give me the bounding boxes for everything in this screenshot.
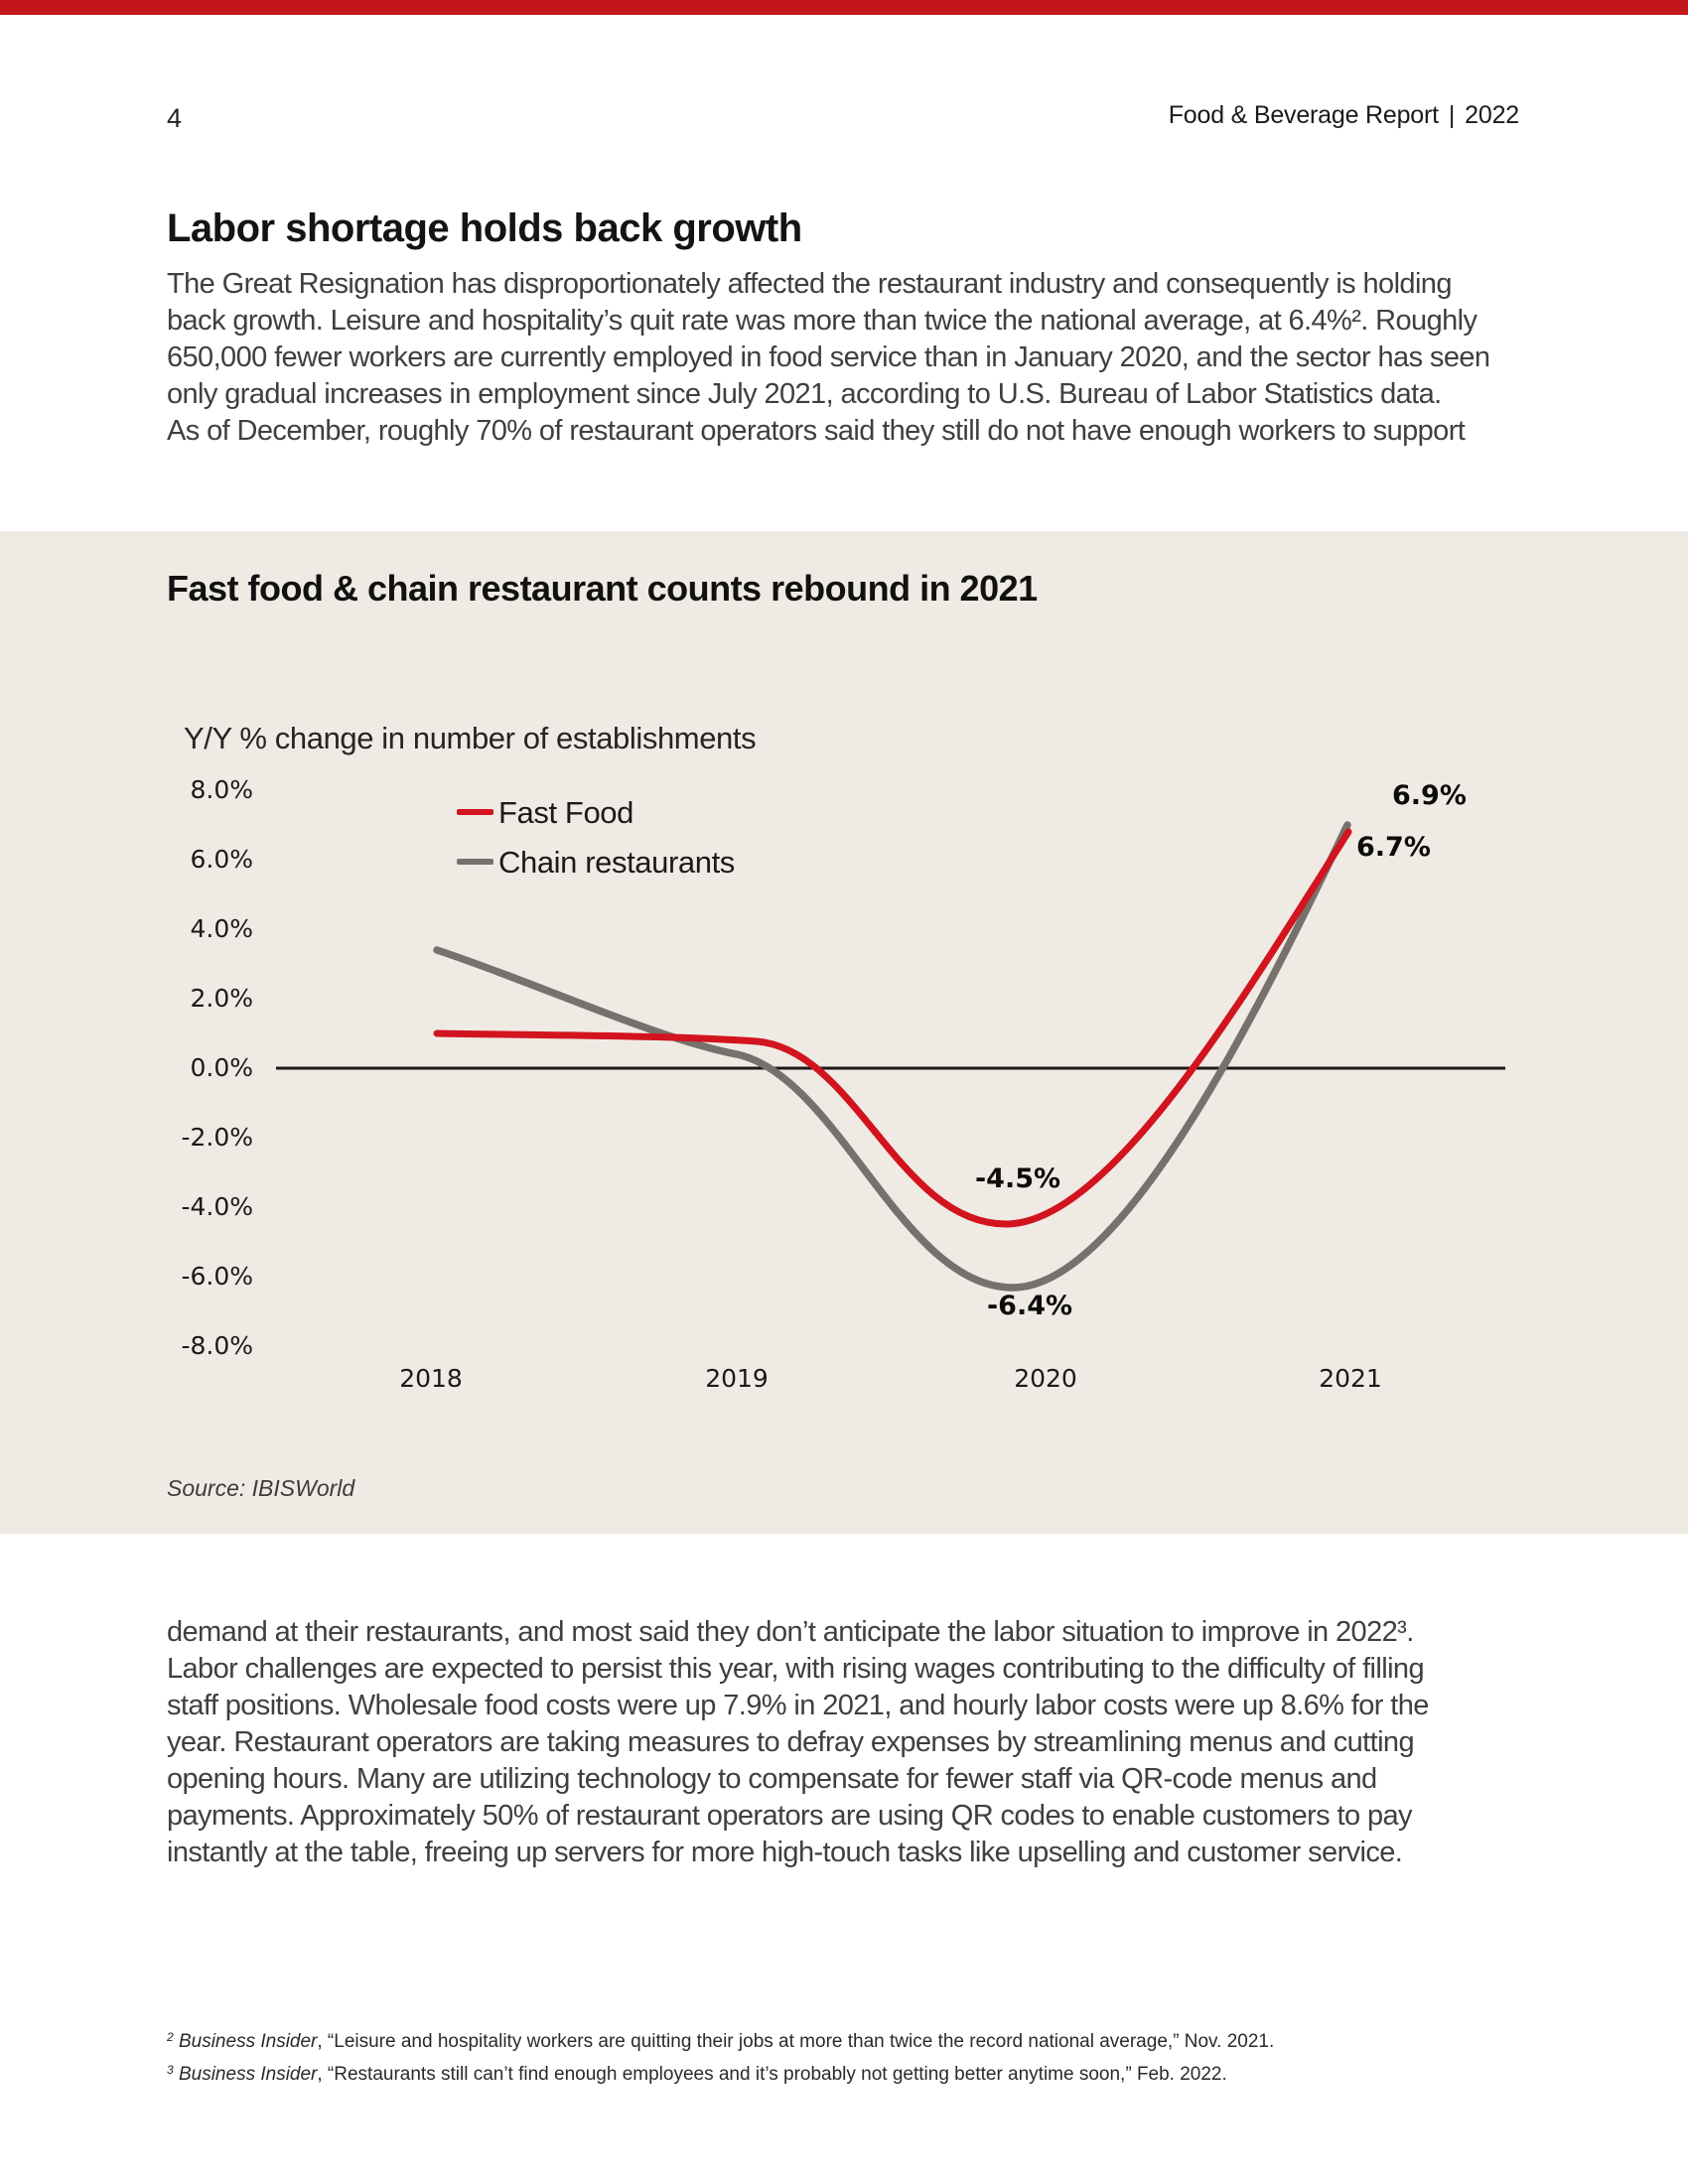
y-tick-label: 8.0% [190,775,253,804]
x-tick-label: 2019 [705,1364,769,1393]
fast-food-end-value-label: 6.7% [1356,832,1431,863]
chain-restaurants-line [437,825,1347,1288]
y-tick-label: -4.0% [181,1192,253,1221]
footnote-superscript: 2 [167,2030,174,2044]
report-title: Food & Beverage Report [1168,101,1439,129]
y-tick-label: -8.0% [181,1331,253,1360]
paragraph-line: opening hours. Many are utilizing technology to compensate for fewer staff via QR-code menus and [167,1763,1377,1795]
footnotes [167,2021,1274,2087]
footnote-text: , “Restaurants still can’t find enough employees and it’s probably not getting better anytime soon,” Feb. 2022. [317,2064,1227,2085]
fast-food-legend-swatch [457,809,493,815]
paragraph-line: only gradual increases in employment since July 2021, according to U.S. Bureau of Labor Statistics data. [167,378,1442,410]
y-tick-label: 2.0% [190,984,253,1013]
page-heading: Labor shortage holds back growth [167,206,802,250]
chain-restaurants-legend-label: Chain restaurants [498,845,735,880]
chart-section-title: Fast food & chain restaurant counts rebound in 2021 [167,568,1038,609]
brand-red-bar [0,0,1688,15]
paragraph-line: The Great Resignation has disproportionately affected the restaurant industry and consequently is holding [167,268,1452,300]
y-tick-label: -2.0% [181,1123,253,1152]
report-header [1169,101,1519,130]
paragraph-line: payments. Approximately 50% of restaurant operators are using QR codes to enable customers to pay [167,1800,1412,1832]
y-tick-label: -6.0% [181,1262,253,1291]
footnote-superscript: 3 [167,2063,174,2077]
paragraph-line: demand at their restaurants, and most said they don’t anticipate the labor situation to improve in 2022³. [167,1616,1414,1648]
chart-source: Source: IBISWorld [167,1475,355,1501]
footnote-source: Business Insider [178,2064,318,2085]
paragraph-line: As of December, roughly 70% of restaurant operators said they still do not have enough workers to support [167,415,1466,447]
paragraph-line: staff positions. Wholesale food costs were up 7.9% in 2021, and hourly labor costs were up 8.6% for the [167,1690,1429,1721]
footnote-text: , “Leisure and hospitality workers are quitting their jobs at more than twice the record national average,” Nov. 2021. [317,2031,1275,2052]
x-tick-label: 2020 [1014,1364,1077,1393]
intro-paragraph [167,266,1517,450]
paragraph-line: Labor challenges are expected to persist this year, with rising wages contributing to the difficulty of filling [167,1653,1424,1685]
footnote [167,2021,1274,2054]
y-tick-label: 6.0% [190,845,253,874]
report-year: 2022 [1465,101,1519,129]
chain-min-value-label: -6.4% [986,1291,1073,1321]
body-paragraph [167,1614,1517,1871]
paragraph-line: instantly at the table, freeing up servers for more high-touch tasks like upselling and customer service. [167,1837,1403,1868]
paragraph-line: year. Restaurant operators are taking measures to defray expenses by streamlining menus and cutting [167,1726,1414,1758]
footnote-source: Business Insider [178,2031,318,2052]
chain-end-value-label: 6.9% [1392,780,1467,811]
y-tick-label: 0.0% [190,1053,253,1082]
paragraph-line: back growth. Leisure and hospitality’s quit rate was more than twice the national average, at 6.4%². Roughly [167,305,1477,337]
footnote [167,2054,1274,2087]
fast-food-min-value-label: -4.5% [974,1163,1061,1194]
y-tick-label: 4.0% [190,914,253,943]
page-number: 4 [167,103,183,133]
x-tick-label: 2021 [1319,1364,1382,1393]
chart-subtitle: Y/Y % change in number of establishments [184,721,757,755]
paragraph-line: 650,000 fewer workers are currently employed in food service than in January 2020, and the sector has seen [167,341,1490,373]
chain-restaurants-legend-swatch [457,859,493,865]
chart-canvas [0,754,1688,1410]
x-tick-label: 2018 [399,1364,463,1393]
fast-food-legend-label: Fast Food [498,795,633,830]
header-separator: | [1448,101,1456,129]
fast-food-line [437,832,1348,1224]
